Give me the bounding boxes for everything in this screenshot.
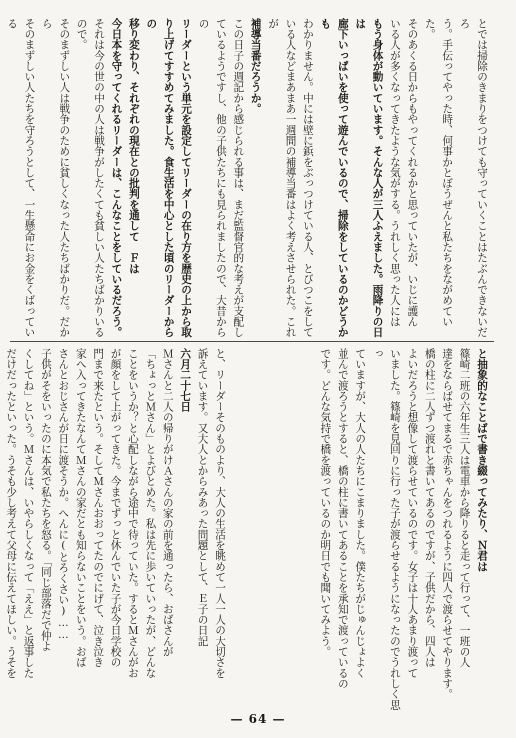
text-line: とでは掃除のきまりをつけても守っていくことはたぶんできないだろ bbox=[458, 18, 488, 338]
text-line: 家へ入ってきたなんてＭさんの家だとも知らないことをいう。おば bbox=[74, 348, 87, 668]
page-number: — 64 — bbox=[230, 712, 286, 726]
text-line: り上げてすすめてみました。食生活を中心とした頃のリーダーからの bbox=[145, 18, 175, 338]
text-line: わかりません。中には壁に鋲をぶっつけている人、とびつこをして bbox=[301, 18, 314, 338]
text-line: くしてね」という。Ｍさんは、いやらしくなって「ええ」と返事した bbox=[22, 348, 35, 679]
text-line: よいだろうと想像して渡らせているのです。女子は十人あまり渡って bbox=[406, 348, 419, 679]
text-line: だけだったといった。うそも少し考えて父母に伝えてほしい。うそを bbox=[5, 348, 18, 679]
text-line: 訴えています。又大人とからみあった問題として、Ｅ子の日記 bbox=[196, 348, 209, 647]
text-line: 六月二十七日 bbox=[179, 348, 192, 412]
text-line: 達をならばせてまるで赤ちゃんをつれるように四人で渡らせてやります。 bbox=[441, 348, 454, 700]
text-line: 「ちょっとＭさん」とよびとめた。私は先に歩いていったが、どんな bbox=[144, 348, 157, 679]
text-line: 子供がそをいったのに本気で私たちを怒る。「同じ部落だで仲よ bbox=[39, 348, 52, 652]
text-line: いる人などまあまあ一週間の補導当番はよく考えさせられた。これが bbox=[267, 18, 297, 338]
text-line: リーダーという単元を設定してリーダーの在り方を歴史の上から取 bbox=[180, 18, 193, 338]
text-line: 門まで来たという。そしてＭさんおおってたのでにげて、泣き泣き bbox=[92, 348, 105, 668]
text-line: Ｍさんと二人の帰りがけＡさんの家の前を通ったら、おばさんが bbox=[161, 348, 174, 657]
text-line: この日子の週記から感じられる事は、まだ監督官的な考えが支配し bbox=[232, 18, 245, 338]
text-line: 廊下いっぱいを使って遊んでいるので、掃除をしているのかどうかも bbox=[319, 18, 349, 338]
text-line: いました。篠崎を見回りに行った子が渡らせるようになったのでうれしく思っ bbox=[371, 348, 401, 711]
text-line: ことをいうか？と心配しながら途中で待っていた。するとＭさんがお bbox=[126, 348, 139, 679]
text-line: と抽象的なことばで書き綴ってみたり、Ｎ君は bbox=[476, 348, 488, 572]
text-line: いる人が多くなってきたような気がする。うれしく思った人には bbox=[388, 18, 401, 327]
text-line: 篠崎二班の六年生三人は電車から降りると走って行って、一班の人 bbox=[458, 348, 471, 668]
text-line: 並んで渡ろうとすると、橋の柱に書いてあることを承知で渡っているの bbox=[336, 348, 349, 689]
text-line: 今日本を守ってくれるリーダーは、こんなことをしているだろう。 bbox=[110, 18, 123, 338]
text-block-bottom-right bbox=[240, 348, 490, 720]
text-block-bottom-left bbox=[5, 348, 228, 720]
text-line: さんとおじさんが日に渡そうか。へんに(とろくさい)…… bbox=[57, 348, 70, 642]
text-line bbox=[0, 18, 3, 340]
text-line: が顔をして上がってきた。今までずっと休んでいた子が今日学校の bbox=[109, 348, 122, 668]
text-line: そのまずしい人は戦争のために貧しくなった人たちばかりだ。だから bbox=[40, 18, 71, 338]
text-line: もう身体が動いています。そんな人が三人ふえました。雨降りの日は bbox=[354, 18, 384, 338]
section-divider bbox=[10, 341, 494, 342]
text-line: と、リーダーそのものより、大人の生活を眺めて一人一人の大切さを bbox=[214, 348, 226, 679]
text-line: 補導当番だろうか。 bbox=[249, 18, 262, 114]
text-line: う。手伝ってやった時、何事かとぼうぜんと私たちをながめていた。 bbox=[423, 18, 454, 327]
text-line: 移り変わり、それぞれの現在との批判を通して Ｆは bbox=[127, 18, 140, 274]
text-line: ているようですし、他の子供たちにも見られましたので、大昔からの bbox=[197, 18, 227, 338]
text-line: です。どんな気持で橋を渡っているのか明日でも聞いてみよう。 bbox=[319, 348, 332, 657]
text-line: ていますが、大人の人たちにこまりました。僕たちがじゅんじょよく bbox=[354, 348, 367, 679]
text-line: そのまずしい人たちを守ろうとして、一生懸命にお金をくばっている bbox=[6, 18, 36, 338]
text-line: そのあくる日からもやってくれるかと思っていたが、いじに護ん bbox=[406, 18, 419, 327]
text-block-top bbox=[6, 18, 490, 340]
text-line: それは今の世の中の人は戦争がしたくても貧しい人たちばかりいるので。 bbox=[75, 18, 106, 338]
text-line: 橋の柱に二人ずつ渡れと書いてあるのですが、子供だから、四人は bbox=[423, 348, 436, 668]
